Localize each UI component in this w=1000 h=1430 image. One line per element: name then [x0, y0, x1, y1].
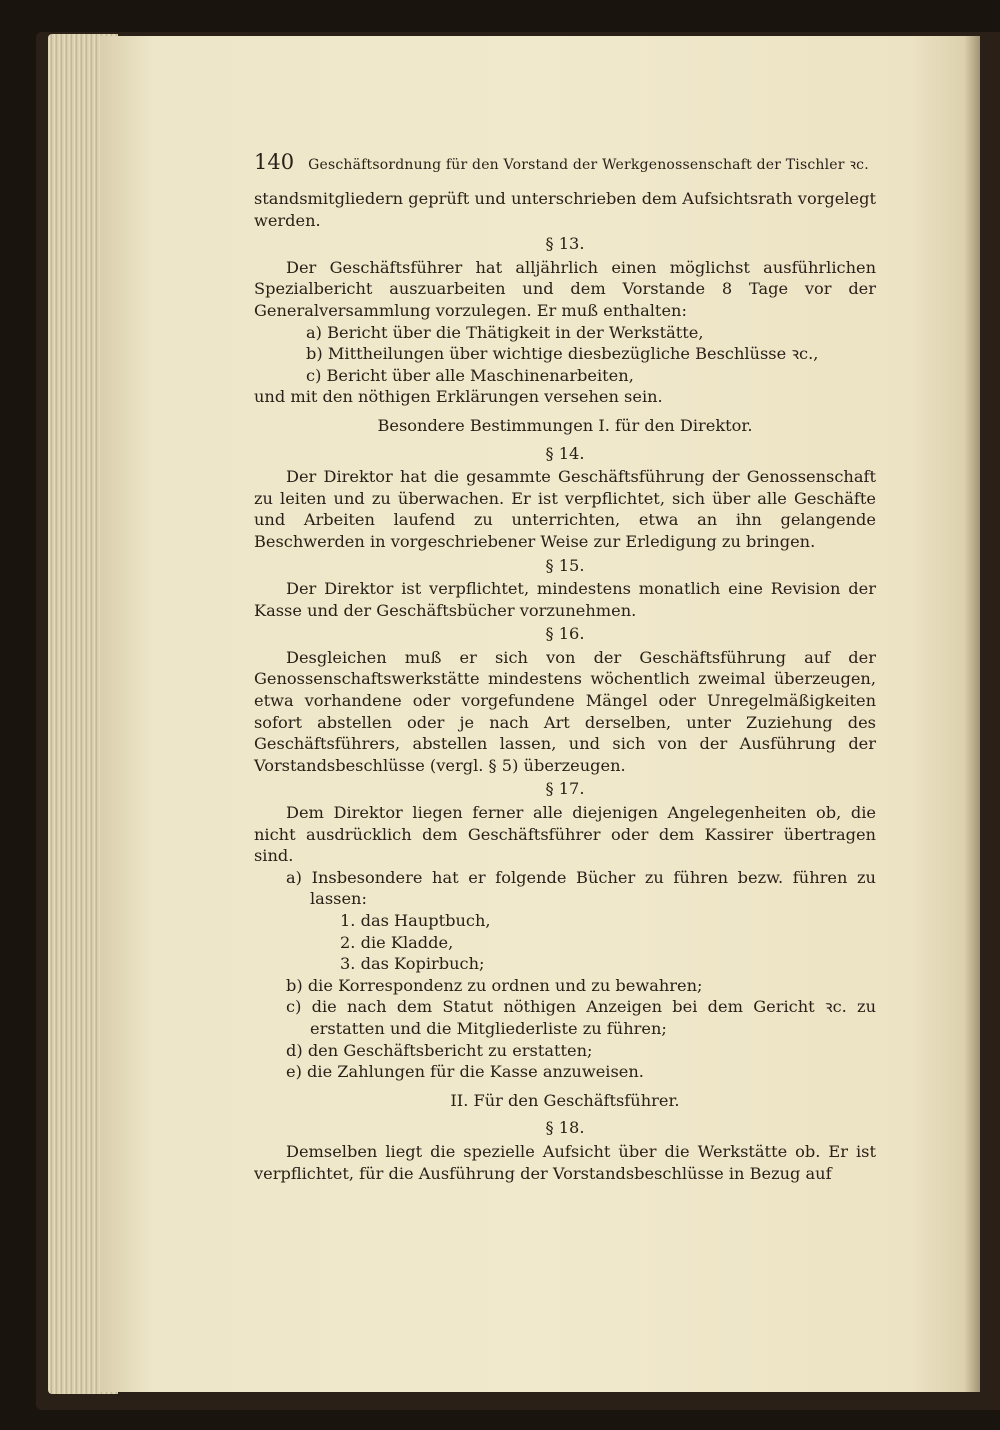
managing-director-heading: II. Für den Geschäftsführer.	[450, 1090, 680, 1110]
section-13-item-a: a) Bericht über die Thätigkeit in der Werkstätte,	[306, 322, 704, 342]
section-18-heading: § 18.	[545, 1118, 585, 1138]
section-13-text: Der Geschäftsführer hat alljährlich einen möglichst ausführlichen Spezialbericht auszuarbeiten und dem Vorstande 8 Tage vor der Generalversammlung vorzulegen. Er muß enthalten:	[254, 257, 876, 320]
section-13-closing: und mit den nöthigen Erklärungen versehen sein.	[254, 387, 663, 407]
section-13-item-b: b) Mittheilungen über wichtige diesbezügliche Beschlüsse ꝛc.,	[306, 344, 819, 364]
section-17-subitem-3: 3. das Kopirbuch;	[340, 954, 485, 974]
section-17-item-e: e) die Zahlungen für die Kasse anzuweisen.	[286, 1062, 644, 1082]
section-17-subitem-1: 1. das Hauptbuch,	[340, 911, 491, 930]
section-15-text: Der Direktor ist verpflichtet, mindestens monatlich eine Revision der Kasse und der Geschäftsbücher vorzunehmen.	[254, 579, 876, 620]
running-title: Geschäftsordnung für den Vorstand der Werkgenossenschaft der Tischler ꝛc.	[308, 157, 869, 173]
section-14-heading: § 14.	[545, 443, 585, 463]
section-17-text: Dem Direktor liegen ferner alle diejenigen Angelegenheiten ob, die nicht ausdrücklich dem Geschäftsführer oder dem Kassirer übertragen sind.	[254, 803, 876, 866]
section-14-text: Der Direktor hat die gesammte Geschäftsführung der Genossenschaft zu leiten und zu überwachen. Er ist verpflichtet, sich über alle Geschäfte und Arbeiten laufend zu unterrichten, etwa an ihn gelangende Beschwerden in vorgeschriebener Weise zur Erledigung zu bringen.	[254, 467, 876, 551]
section-17-subitem-2: 2. die Kladde,	[340, 932, 454, 952]
section-16-text: Desgleichen muß er sich von der Geschäftsführung auf der Genossenschaftswerkstätte mindestens wöchentlich zweimal überzeugen, etwa vorhandene oder vorgefundene Mängel oder Unregelmäßigkeiten sofort abstellen oder je nach Art derselben, unter Zuziehung des Geschäftsführers, abstellen lassen, und sich von der Ausführung der Vorstandsbeschlüsse (vergl. § 5) überzeugen.	[254, 647, 876, 775]
section-13-heading: § 13.	[545, 234, 585, 254]
section-18-text: Demselben liegt die spezielle Aufsicht über die Werkstätte ob. Er ist verpflichtet, für die Ausführung der Vorstandsbeschlüsse in Bezug auf	[254, 1141, 876, 1183]
paragraph-continuation: standsmitgliedern geprüft und unterschrieben dem Aufsichtsrath vorgelegt werden.	[254, 189, 876, 230]
page-body	[254, 188, 876, 1184]
section-17-heading: § 17.	[545, 779, 585, 799]
special-provisions-heading: Besondere Bestimmungen I. für den Direktor.	[377, 415, 753, 435]
section-15-heading: § 15.	[545, 555, 585, 575]
gutter-shadow	[964, 36, 980, 1392]
section-17-item-b: b) die Korrespondenz zu ordnen und zu bewahren;	[286, 975, 703, 995]
page-header	[254, 150, 874, 174]
section-17-item-c: c) die nach dem Statut nöthigen Anzeigen bei dem Gericht ꝛc. zu erstatten und die Mitgliederliste zu führen;	[286, 997, 876, 1038]
section-13-item-c: c) Bericht über alle Maschinenarbeiten,	[306, 365, 634, 385]
section-16-heading: § 16.	[545, 624, 585, 644]
section-17-item-a: a) Insbesondere hat er folgende Bücher zu führen bezw. führen zu lassen:	[286, 867, 876, 909]
page-number: 140	[254, 150, 295, 174]
section-17-item-d: d) den Geschäftsbericht zu erstatten;	[286, 1040, 593, 1060]
